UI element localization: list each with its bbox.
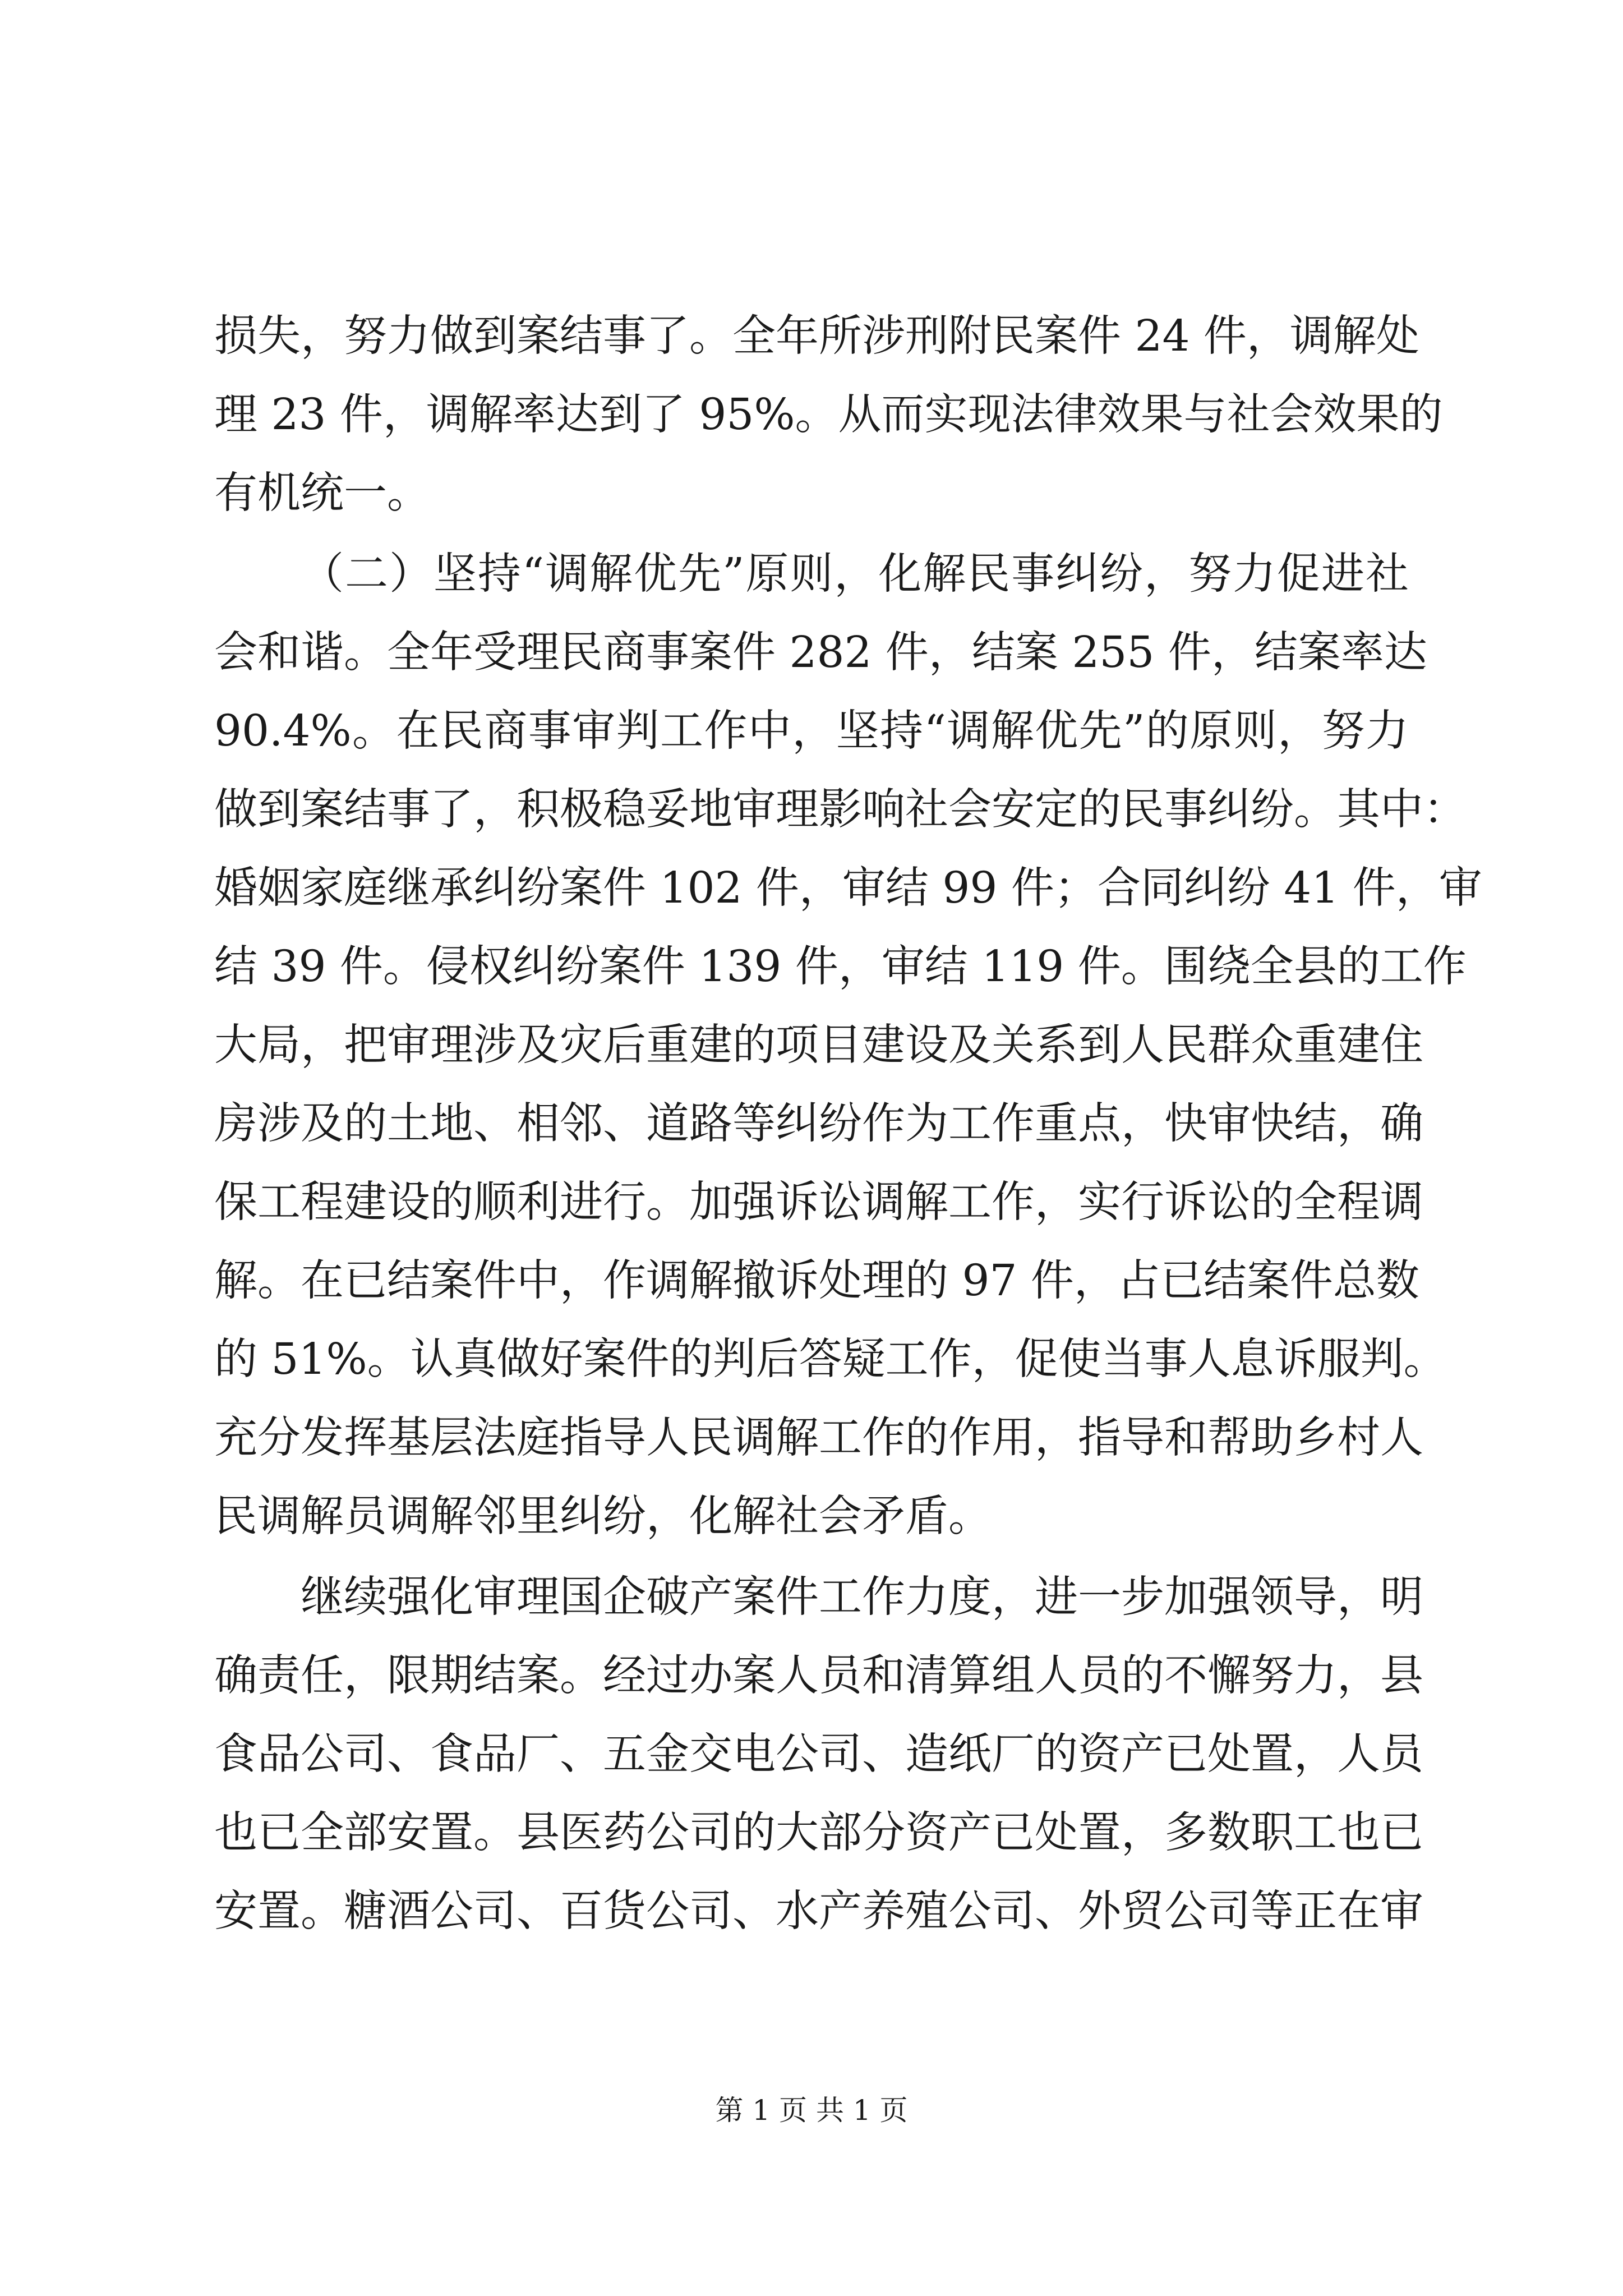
text-line: 也已全部安置。县医药公司的大部分资产已处置，多数职工也已 — [214, 1808, 1423, 1858]
text-line: 损失，努力做到案结事了。全年所涉刑附民案件 24 件，调解处 — [214, 311, 1419, 361]
text-line: 解。在已结案件中，作调解撤诉处理的 97 件，占已结案件总数 — [214, 1256, 1419, 1306]
text-line: 房涉及的土地、相邻、道路等纠纷作为工作重点，快审快结，确 — [214, 1099, 1423, 1149]
text-line: 婚姻家庭继承纠纷案件 102 件，审结 99 件；合同纠纷 41 件，审 — [214, 863, 1482, 913]
text-line: 的 51%。认真做好案件的判后答疑工作，促使当事人息诉服判。 — [214, 1335, 1447, 1384]
text-line: 食品公司、食品厂、五金交电公司、造纸厂的资产已处置，人员 — [214, 1729, 1423, 1779]
text-line: 做到案结事了，积极稳妥地审理影响社会安定的民事纠纷。其中： — [214, 785, 1467, 835]
paragraph-first-line: 继续强化审理国企破产案件工作力度，进一步加强领导，明 — [301, 1572, 1423, 1622]
text-line: 充分发挥基层法庭指导人民调解工作的作用，指导和帮助乡村人 — [214, 1413, 1423, 1463]
text-line: 保工程建设的顺利进行。加强诉讼调解工作，实行诉讼的全程调 — [214, 1177, 1423, 1227]
text-line: 90.4%。在民商事审判工作中，坚持“调解优先”的原则，努力 — [214, 706, 1409, 756]
text-line: 会和谐。全年受理民商事案件 282 件，结案 255 件，结案率达 — [214, 628, 1427, 678]
text-line: 安置。糖酒公司、百货公司、水产养殖公司、外贸公司等正在审 — [214, 1887, 1423, 1936]
paragraph-heading-line: （二）坚持“调解优先”原则，化解民事纠纷，努力促进社 — [301, 549, 1409, 599]
text-line: 民调解员调解邻里纠纷，化解社会矛盾。 — [214, 1492, 992, 1542]
text-line: 大局，把审理涉及灾后重建的项目建设及关系到人民群众重建住 — [214, 1020, 1423, 1070]
text-line: 结 39 件。侵权纠纷案件 139 件，审结 119 件。围绕全县的工作 — [214, 942, 1467, 992]
text-line: 理 23 件，调解率达到了 95%。从而实现法律效果与社会效果的 — [214, 390, 1443, 440]
text-line: 有机统一。 — [214, 468, 430, 518]
page-number-footer: 第 1 页 共 1 页 — [715, 2094, 908, 2127]
text-line: 确责任，限期结案。经过办案人员和清算组人员的不懈努力，县 — [214, 1651, 1423, 1701]
